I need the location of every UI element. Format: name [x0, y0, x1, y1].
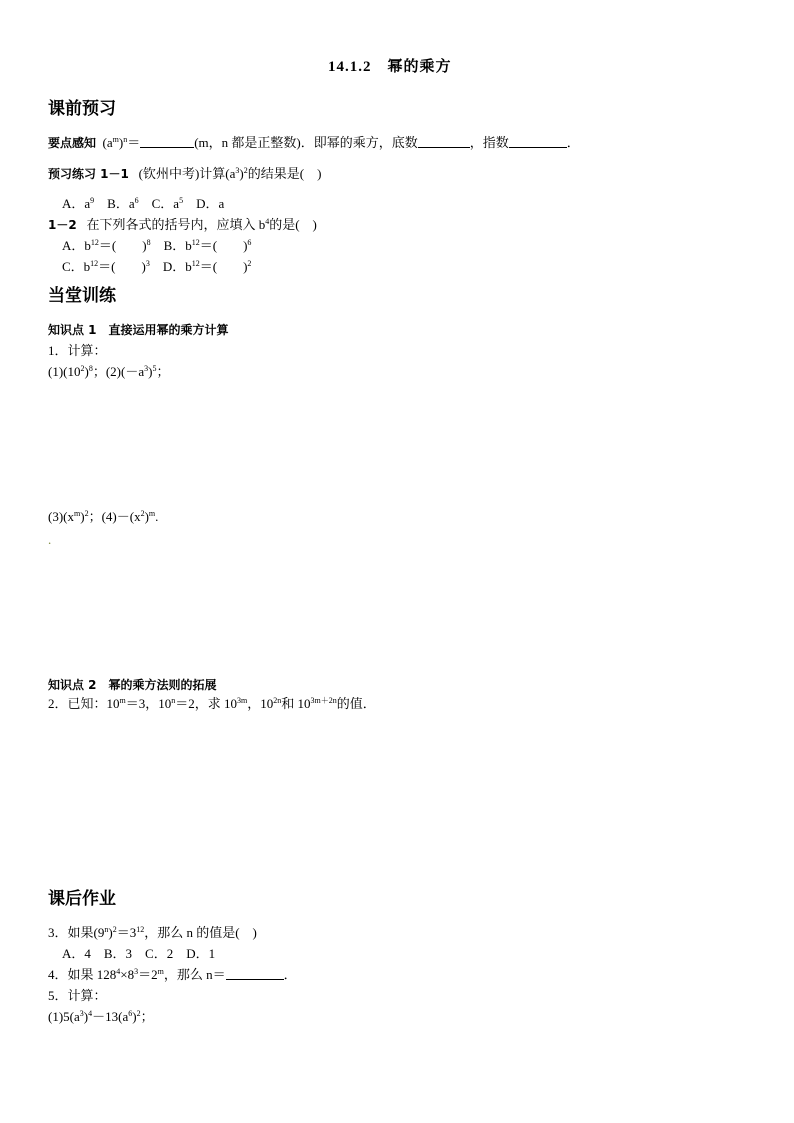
option-text: ＝( ) — [98, 238, 147, 253]
expr-text: . — [155, 509, 159, 524]
key-expr: ) — [118, 135, 124, 150]
option-text: C．b — [62, 259, 91, 274]
q2-text: ＝3，10 — [125, 696, 172, 711]
key-end: ． — [566, 135, 580, 150]
exercise-label: 1－2 — [48, 218, 77, 232]
option-sup: 12 — [90, 259, 99, 268]
expr-sup: 2 — [140, 509, 145, 518]
q2-sup: m — [119, 696, 126, 705]
option-sup: 8 — [146, 238, 151, 247]
q2-text: ，10 — [247, 696, 274, 711]
answer-blank[interactable] — [140, 135, 194, 148]
question-5-part-1 — [48, 1009, 154, 1025]
exercise-text: 在下列各式的括号内，应填入 b — [86, 217, 266, 232]
page-title: 14.1.2 幂的乘方 — [328, 59, 452, 75]
question-2 — [48, 696, 376, 712]
section-heading-class: 当堂训练 — [48, 286, 116, 306]
key-text: (m，n 都是正整数)．即幂的乘方，底数 — [194, 135, 418, 150]
option-sup: 5 — [179, 196, 184, 205]
q2-text: 2．已知：10 — [48, 696, 120, 711]
exercise-1-2-options-row2 — [62, 259, 251, 275]
stray-dot: . — [48, 532, 52, 547]
expr-text: ；(4)－(x — [88, 509, 141, 524]
expr-text: ) — [148, 364, 153, 379]
question-4 — [48, 967, 297, 983]
q5-sup: 2 — [136, 1009, 141, 1018]
q5-text: (1)5(a — [48, 1009, 80, 1024]
q4-text: ×8 — [120, 967, 135, 982]
q2-text: 的值． — [336, 696, 376, 711]
exercise-text: 的是( ) — [269, 217, 317, 232]
exercise-1-1-options — [62, 196, 224, 212]
q4-text: ＝2 — [138, 967, 158, 982]
exercise-text: ) — [239, 166, 244, 181]
option-text: C．a — [138, 196, 180, 211]
expr-sup: 3 — [144, 364, 149, 373]
expr-text: ； — [156, 364, 170, 379]
q3-text: ，那么 n 的值是( ) — [144, 925, 257, 940]
q5-sup: 3 — [79, 1009, 84, 1018]
option-sup: 12 — [191, 238, 200, 247]
option-sup: 12 — [90, 238, 99, 247]
q5-text: ) — [132, 1009, 137, 1024]
question-5: 5．计算： — [48, 988, 107, 1003]
option-text: ＝( ) — [98, 259, 146, 274]
question-1: 1．计算： — [48, 343, 107, 358]
expr-sup: 8 — [88, 364, 93, 373]
expr-sup: 2 — [80, 364, 85, 373]
section-heading-homework: 课后作业 — [48, 889, 116, 909]
option-text: A．a — [62, 196, 91, 211]
expr-text: ) — [80, 509, 85, 524]
q2-sup: 2n — [273, 696, 282, 705]
option-text: ＝( ) — [199, 259, 248, 274]
key-point-label: 要点感知 — [48, 136, 97, 150]
q5-text: ； — [140, 1009, 154, 1024]
exercise-text: (钦州中考)计算(a — [138, 166, 236, 181]
question-3-options: A．4 B．3 C．2 D．1 — [62, 946, 216, 961]
q4-sup: 3 — [134, 967, 139, 976]
knowledge-point-1: 知识点 1 直接运用幂的乘方计算 — [48, 323, 229, 337]
section-heading-preview: 课前预习 — [48, 99, 116, 119]
expr-sup: m — [148, 509, 156, 518]
q5-sup: 6 — [128, 1009, 133, 1018]
q5-sup: 4 — [88, 1009, 93, 1018]
option-text: ＝( ) — [199, 238, 248, 253]
key-expr: (a — [102, 135, 113, 150]
key-point-line — [48, 135, 580, 151]
q4-text: 4．如果 128 — [48, 967, 117, 982]
exercise-sup: 2 — [243, 166, 248, 175]
q3-text: ) — [108, 925, 113, 940]
expr-text: (3)(x — [48, 509, 74, 524]
question-3 — [48, 925, 257, 941]
key-eq: ＝ — [127, 135, 141, 150]
knowledge-point-2: 知识点 2 幂的乘方法则的拓展 — [48, 678, 217, 692]
answer-blank[interactable] — [509, 135, 567, 148]
expr-text: ) — [144, 509, 149, 524]
option-text: A．b — [62, 238, 91, 253]
key-expr-sup: m — [112, 135, 119, 144]
q3-text: ＝3 — [116, 925, 137, 940]
q2-sup: 3m＋2n — [310, 696, 337, 705]
q2-text: 和 10 — [281, 696, 311, 711]
q2-sup: n — [171, 696, 176, 705]
q3-sup: 2 — [112, 925, 117, 934]
expr-sup: m — [74, 509, 81, 518]
option-sup: 6 — [247, 238, 252, 247]
question-1-parts-3-4 — [48, 509, 158, 525]
exercise-label: 预习练习 1－1 — [48, 167, 129, 181]
q3-sup: n — [104, 925, 109, 934]
exercise-1-2-options-row1 — [62, 238, 251, 254]
q4-sup: m — [157, 967, 164, 976]
q5-text: －13(a — [92, 1009, 129, 1024]
q3-text: 3．如果(9 — [48, 925, 105, 940]
question-1-parts-1-2 — [48, 364, 169, 380]
option-sup: 2 — [247, 259, 252, 268]
expr-text: ) — [84, 364, 89, 379]
exercise-sup: 3 — [235, 166, 240, 175]
option-sup: 3 — [145, 259, 150, 268]
exercise-text: 的结果是( ) — [247, 166, 322, 181]
exercise-sup: 4 — [265, 217, 270, 226]
q4-text: ，那么 n＝ — [163, 967, 226, 982]
option-text: B．b — [150, 238, 192, 253]
expr-text: (1)(10 — [48, 364, 81, 379]
q4-end: ． — [283, 967, 297, 982]
option-sup: 12 — [191, 259, 200, 268]
expr-sup: 5 — [152, 364, 157, 373]
q2-sup: 3m — [237, 696, 248, 705]
option-sup: 9 — [90, 196, 95, 205]
q4-sup: 4 — [116, 967, 121, 976]
answer-blank[interactable] — [418, 135, 470, 148]
q3-sup: 12 — [136, 925, 145, 934]
key-expr-sup: n — [123, 135, 128, 144]
option-text: D．a — [183, 196, 225, 211]
q5-text: ) — [83, 1009, 89, 1024]
key-text: ，指数 — [469, 135, 509, 150]
option-text: B．a — [94, 196, 135, 211]
exercise-1-1 — [48, 166, 321, 182]
exercise-1-2 — [48, 217, 317, 233]
option-text: D．b — [149, 259, 192, 274]
expr-sup: 2 — [84, 509, 89, 518]
option-sup: 6 — [134, 196, 139, 205]
answer-blank[interactable] — [226, 967, 284, 980]
q2-text: ＝2，求 10 — [175, 696, 238, 711]
expr-text: ；(2)(－a — [92, 364, 145, 379]
